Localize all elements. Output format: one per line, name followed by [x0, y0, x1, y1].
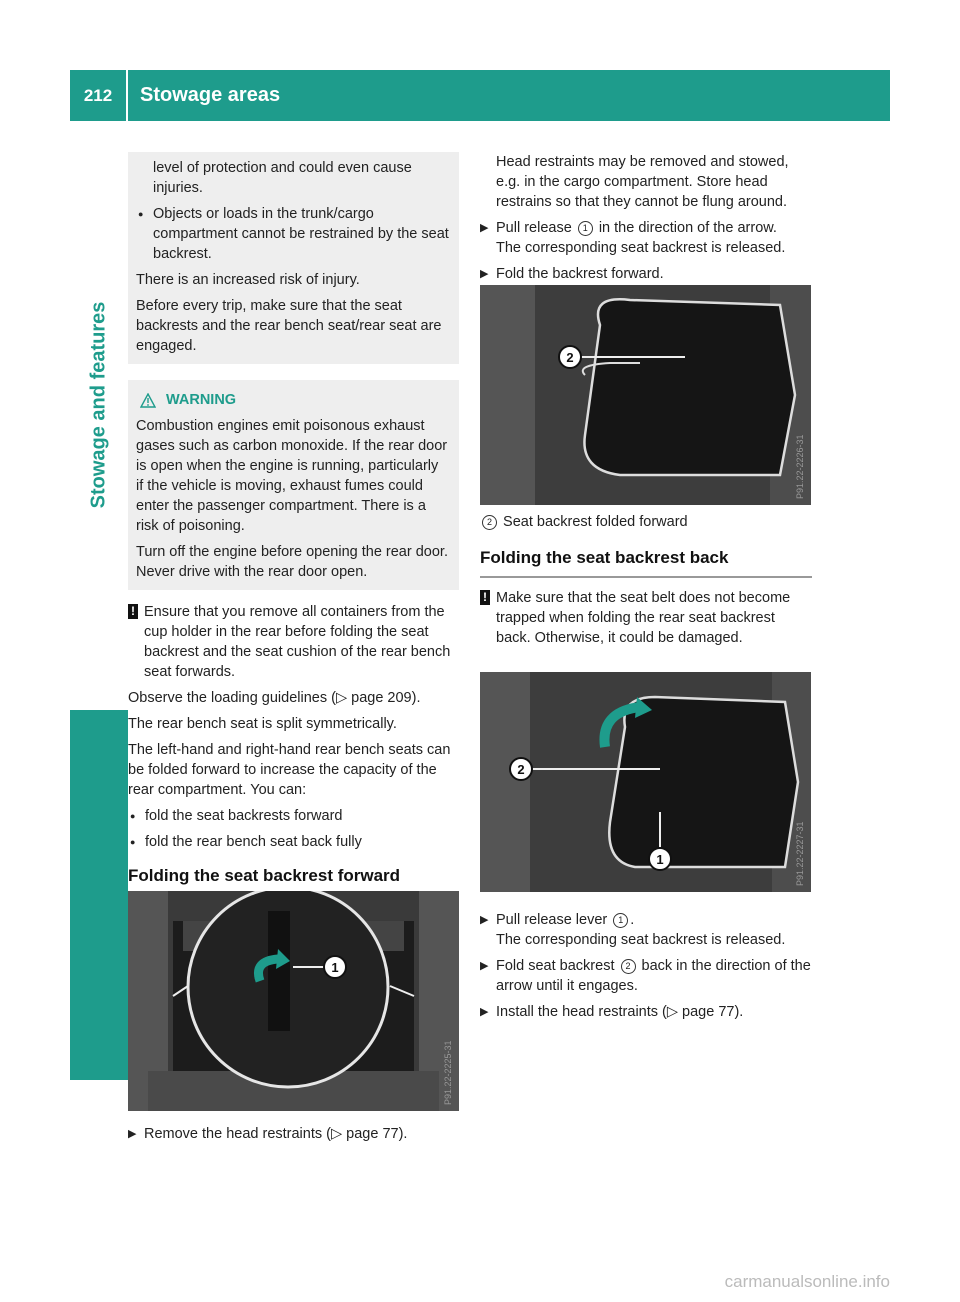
step-item — [128, 1124, 459, 1144]
warning-text: Combustion engines emit poisonous exhaust gases such as carbon monoxide. If the rear door is open when the engine is running, particularly if the vehicle is moving, exhaust fumes could enter the passenger compartment. There is a risk of poisoning. — [136, 418, 448, 534]
right-column-bottom — [480, 910, 812, 1028]
figure-seat-backrest — [128, 891, 459, 1111]
figure-caption — [480, 512, 812, 532]
step-result: The corresponding seat backrest is released. — [496, 932, 786, 948]
marker-2: 2 — [517, 762, 525, 777]
right-column — [480, 152, 812, 290]
watermark: carmanualsonline.info — [724, 1272, 890, 1291]
step-item — [480, 218, 812, 258]
caption-text: Seat backrest folded forward — [503, 514, 688, 530]
notice — [128, 602, 459, 682]
notice-text: Make sure that the seat belt does not become trapped when folding the rear seat backrest back. Otherwise, it could be damaged. — [496, 590, 791, 646]
step-result: The corresponding seat backrest is released. — [496, 240, 786, 256]
step-arrow-icon: ▶ — [480, 960, 489, 972]
step-item — [480, 264, 812, 284]
page-number: 212 — [70, 70, 128, 121]
exclamation-icon: ! — [128, 604, 138, 619]
step-text: Remove the head restraints (▷ page 77). — [144, 1126, 408, 1142]
warning-box — [128, 380, 459, 590]
step-text-pre: Pull release lever — [496, 912, 612, 928]
left-column-bottom — [128, 1124, 459, 1150]
figure-code: P91.22-2226-31 — [795, 434, 805, 499]
callout-2-icon: 2 — [482, 515, 497, 530]
marker-1: 1 — [331, 960, 339, 975]
list-item: ● fold the seat backrests forward — [128, 806, 459, 826]
step-text-post: back in the direction of the arrow until it engages. — [496, 958, 811, 994]
list-item: ● fold the rear bench seat back fully — [128, 832, 459, 852]
body-text: The left-hand and right-hand rear bench seats can be folded forward to increase the capacity of the rear compartment. You can: — [128, 742, 451, 798]
body-text: The rear bench seat is split symmetrically. — [128, 716, 397, 732]
step-text-post: in the direction of the arrow. — [594, 220, 777, 236]
right-column-lower — [480, 512, 812, 654]
section-heading: Folding the seat backrest back — [480, 548, 812, 578]
step-text-pre: Fold seat backrest — [496, 958, 619, 974]
box-text: level of protection and could even cause injuries. — [153, 160, 412, 196]
step-text: Fold the backrest forward. — [496, 266, 664, 282]
chapter-marker — [70, 710, 128, 1080]
callout-2-icon: 2 — [621, 959, 636, 974]
warning-triangle-icon — [140, 393, 156, 408]
figure-code: P91.22-2225-31 — [443, 1040, 453, 1105]
body-text: Observe the loading guidelines (▷ page 209). — [128, 690, 421, 706]
section-heading: Folding the seat backrest forward — [128, 866, 459, 896]
figure-backrest-folded — [480, 285, 811, 505]
step-item — [480, 956, 812, 996]
warning-label: WARNING — [166, 392, 237, 408]
step-arrow-icon: ▶ — [480, 914, 489, 926]
box-text: Before every trip, make sure that the seat backrests and the rear bench seat/rear seat are engaged. — [136, 298, 442, 354]
step-item — [480, 910, 812, 950]
box-text: There is an increased risk of injury. — [136, 272, 360, 288]
figure-code: P91.22-2227-31 — [795, 821, 805, 886]
callout-1-icon: 1 — [613, 913, 628, 928]
callout-1-icon: 1 — [578, 221, 593, 236]
step-item — [480, 1002, 812, 1022]
chapter-tab — [70, 140, 128, 670]
notice — [480, 588, 812, 648]
warning-header — [140, 390, 449, 410]
step-text-pre: Pull release — [496, 220, 576, 236]
step-text-post: . — [630, 912, 635, 928]
left-column — [128, 152, 459, 904]
marker-1: 1 — [656, 852, 664, 867]
exclamation-icon: ! — [480, 590, 490, 605]
box-bullet: ● Objects or loads in the trunk/cargo compartment cannot be restrained by the seat backrest. — [136, 204, 449, 264]
chapter-title: Stowage and features — [87, 301, 110, 509]
step-arrow-icon: ▶ — [480, 268, 489, 280]
marker-2: 2 — [566, 350, 574, 365]
step-arrow-icon: ▶ — [480, 222, 489, 234]
info-box — [128, 152, 459, 364]
page-title: Stowage areas — [140, 84, 281, 106]
step-arrow-icon: ▶ — [128, 1128, 137, 1140]
warning-text: Turn off the engine before opening the rear door. Never drive with the rear door open. — [136, 544, 448, 580]
figure-fold-back — [480, 672, 811, 892]
step-arrow-icon: ▶ — [480, 1006, 489, 1018]
body-text: Head restraints may be removed and stowed, e.g. in the cargo compartment. Store head restrains so that they cannot be flung around. — [496, 154, 789, 210]
notice-text: Ensure that you remove all containers from the cup holder in the rear before folding the seat backrest and the seat cushion of the rear bench seat forwards. — [144, 604, 451, 680]
step-text: Install the head restraints (▷ page 77). — [496, 1004, 744, 1020]
